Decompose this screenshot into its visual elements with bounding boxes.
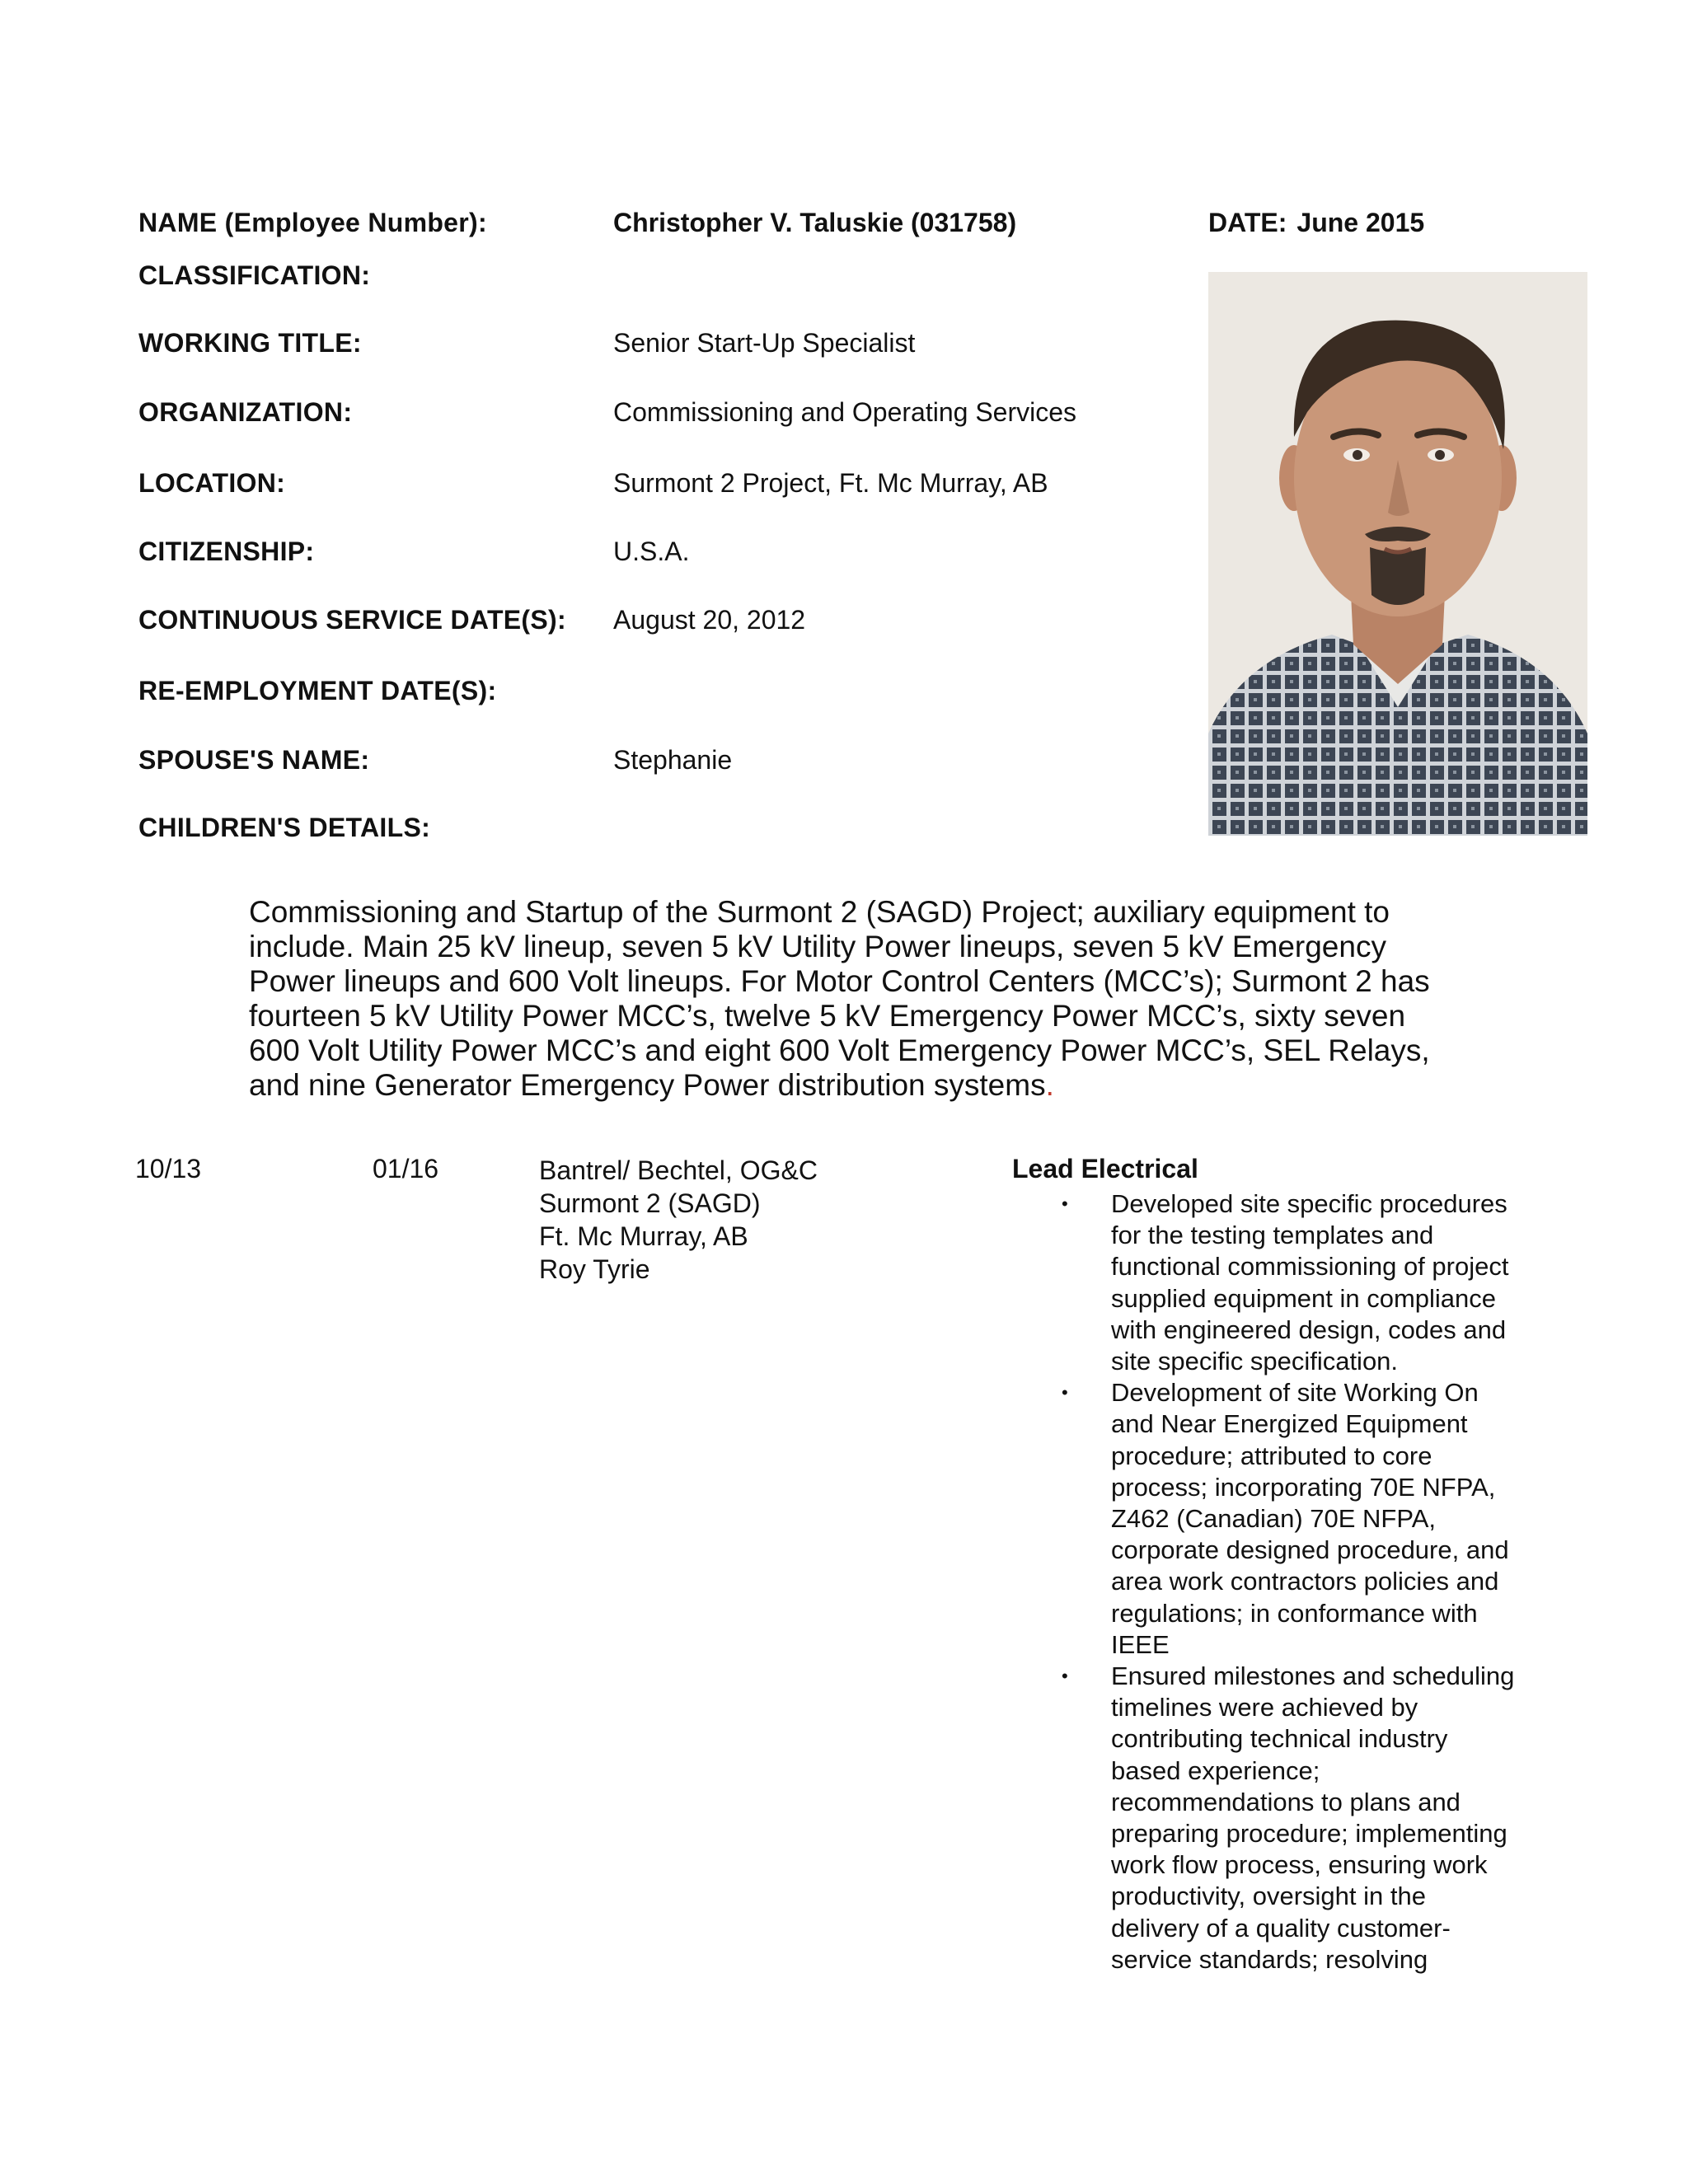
field-value-name: Christopher V. Taluskie (031758) [613,208,1017,237]
duty-line: Developed site specific procedures [1111,1189,1507,1218]
duty-line: contributing technical industry [1111,1724,1448,1754]
duty-line: service standards; resolving [1111,1944,1428,1974]
duty-line: and Near Energized Equipment [1111,1409,1468,1439]
field-label-re-employment-date: RE-EMPLOYMENT DATE(S): [138,676,497,705]
duty-line: for the testing templates and [1111,1221,1434,1250]
bullet-icon: • [1062,1382,1068,1404]
duty-line: process; incorporating 70E NFPA, [1111,1472,1496,1502]
field-label-classification: CLASSIFICATION: [138,260,371,290]
field-label-spouse-name: SPOUSE'S NAME: [138,745,370,775]
duty-line: site specific specification. [1111,1347,1399,1376]
duty-line: with engineered design, codes and [1111,1315,1507,1344]
duty-line: regulations; in conformance with [1111,1598,1478,1628]
field-value-organization: Commissioning and Operating Services [613,397,1077,427]
duties-list [1062,1188,1566,1975]
field-label-continuous-service-date: CONTINUOUS SERVICE DATE(S): [138,605,566,635]
employer-line: Roy Tyrie [539,1254,650,1284]
duty-item [1062,1661,1566,1975]
job-title: Lead Electrical [1012,1154,1198,1183]
duty-line: based experience; [1111,1755,1320,1785]
field-label-name: NAME (Employee Number): [138,208,487,237]
duty-line: supplied equipment in compliance [1111,1283,1497,1313]
document-date [1208,208,1424,238]
duty-line: functional commissioning of project [1111,1252,1509,1282]
employee-portrait-icon [1208,272,1587,836]
summary-end-mark: . [1045,1068,1054,1102]
bullet-icon: • [1062,1666,1068,1687]
field-value-citizenship: U.S.A. [613,537,690,566]
field-value-spouse-name: Stephanie [613,745,733,775]
duty-item [1062,1188,1566,1377]
summary-line: include. Main 25 kV lineup, seven 5 kV Utility Power lineups, seven 5 kV Emergency [249,930,1386,963]
duty-line: procedure; attributed to core [1111,1441,1432,1470]
duty-line: Development of site Working On [1111,1378,1479,1408]
field-label-working-title: WORKING TITLE: [138,328,362,358]
field-label-organization: ORGANIZATION: [138,397,353,427]
duty-line: Z462 (Canadian) 70E NFPA, [1111,1504,1437,1534]
duty-line: timelines were achieved by [1111,1693,1418,1722]
duty-line: productivity, oversight in the [1111,1882,1426,1911]
summary-line [249,1068,1452,1103]
summary-line: Power lineups and 600 Volt lineups. For Motor Control Centers (MCC’s); Surmont 2 has [249,964,1430,998]
field-value-continuous-service-date: August 20, 2012 [613,605,806,635]
duty-line: recommendations to plans and [1111,1787,1461,1816]
field-label-location: LOCATION: [138,468,286,498]
employer-line: Ft. Mc Murray, AB [539,1221,748,1251]
employer-line: Bantrel/ Bechtel, OG&C [539,1155,818,1185]
duty-line: area work contractors policies and [1111,1567,1499,1596]
date-value: June 2015 [1296,208,1425,237]
summary-line: fourteen 5 kV Utility Power MCC’s, twelve 5 kV Emergency Power MCC’s, sixty seven [249,999,1406,1033]
job-start-date: 10/13 [135,1154,202,1183]
job-end-date: 01/16 [373,1154,439,1183]
bullet-icon: • [1062,1193,1068,1214]
summary-line-text: and nine Generator Emergency Power distribution systems [249,1068,1046,1102]
duty-line: Ensured milestones and scheduling [1111,1661,1515,1691]
duty-item [1062,1377,1566,1661]
duty-line: corporate designed procedure, and [1111,1535,1509,1565]
field-value-location: Surmont 2 Project, Ft. Mc Murray, AB [613,468,1048,498]
date-label: DATE: [1208,208,1287,237]
employer-block [539,1154,818,1286]
duty-line: IEEE [1111,1629,1170,1659]
summary-line: Commissioning and Startup of the Surmont 2 (SAGD) Project; auxiliary equipment to [249,895,1390,929]
field-label-citizenship: CITIZENSHIP: [138,537,315,566]
project-summary [249,895,1452,1103]
field-label-children-details: CHILDREN'S DETAILS: [138,813,431,842]
duty-line: delivery of a quality customer- [1111,1913,1451,1943]
duty-line: preparing procedure; implementing [1111,1819,1507,1849]
duty-line: work flow process, ensuring work [1111,1850,1488,1880]
employer-line: Surmont 2 (SAGD) [539,1188,761,1218]
summary-line: 600 Volt Utility Power MCC’s and eight 600 Volt Emergency Power MCC’s, SEL Relays, [249,1033,1430,1067]
field-value-working-title: Senior Start-Up Specialist [613,328,916,358]
